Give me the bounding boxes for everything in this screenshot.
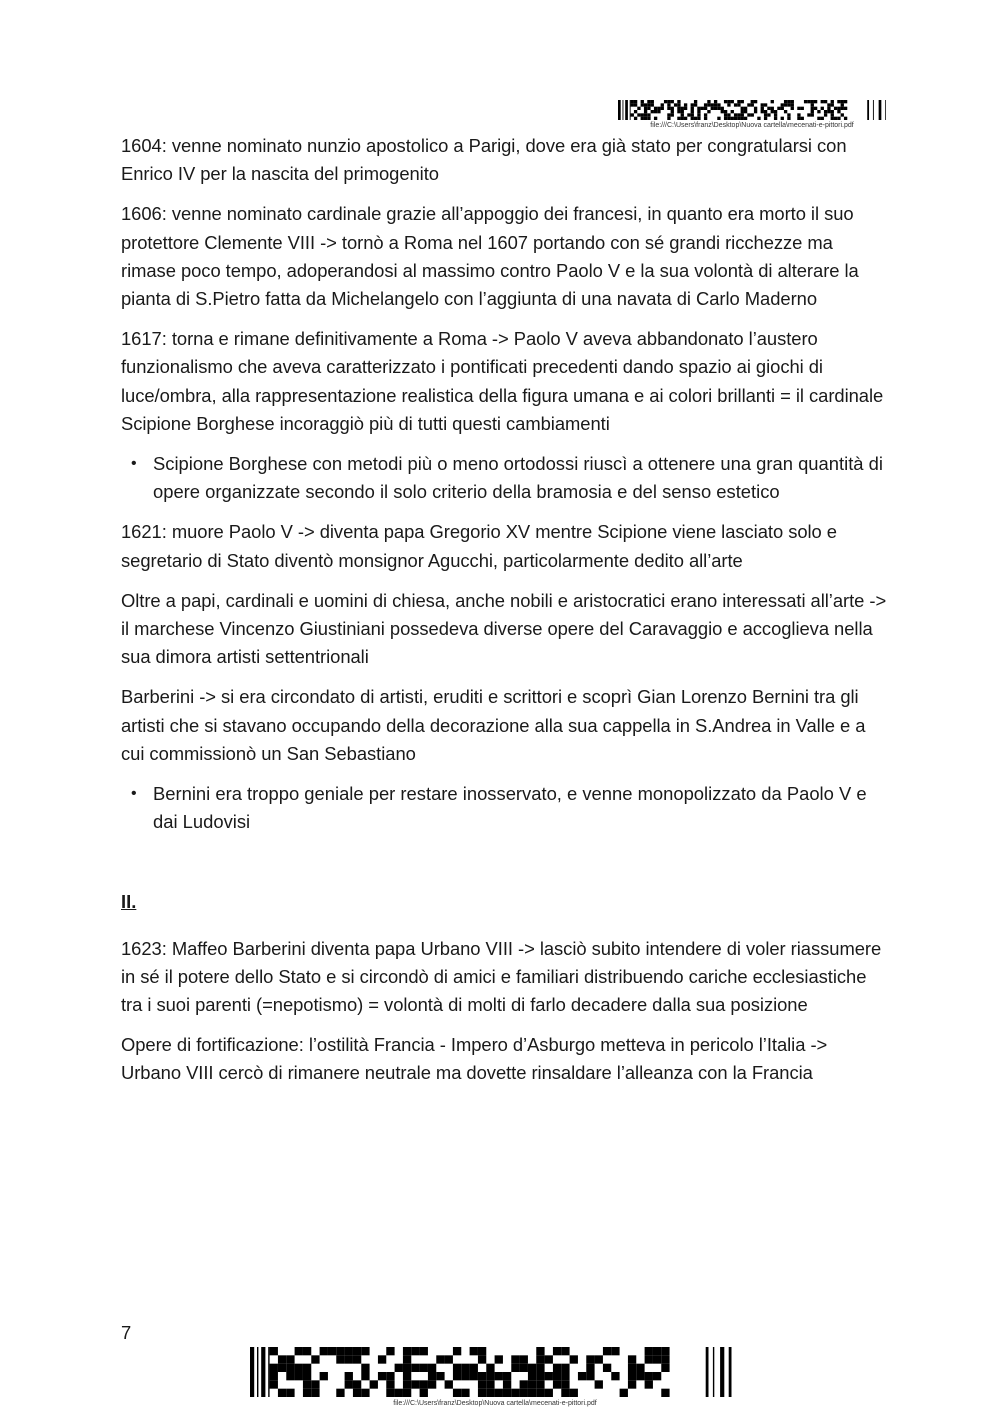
barcode-bottom [250, 1347, 740, 1397]
page-number: 7 [121, 1322, 132, 1343]
bullet-item-borghese [121, 450, 891, 506]
file-path-bottom: file:///C:\Users\franz\Desktop\Nuova cartella\mecenati-e-pittori.pdf [393, 1400, 597, 1407]
paragraph-1617: 1617: torna e rimane definitivamente a Roma -> Paolo V aveva abbandonato l’austero funzionalismo che aveva caratterizzato i pontificati precedenti dando spazio ai giochi di luce/ombra, alla rappresentazione realistica della figura umana e ai colori brillanti = il cardinale Scipione Borghese incoraggiò più di tutti questi cambiamenti [121, 328, 884, 434]
paragraph-barberini: Barberini -> si era circondato di artisti, eruditi e scrittori e scoprì Gian Lorenzo Bernini tra gli artisti che si stavano occupando della decorazione alla sua cappella in S.Andrea in Valle e a cui commissionò un San Sebastiano [121, 686, 866, 764]
barcode-top [618, 100, 886, 120]
paragraph-1604: 1604: venne nominato nunzio apostolico a Parigi, dove era già stato per congratularsi con Enrico IV per la nascita del primogenito [121, 135, 847, 185]
bullet-dot-icon: • [131, 785, 137, 803]
paragraph-giustiniani: Oltre a papi, cardinali e uomini di chiesa, anche nobili e aristocratici erano interessati all’arte -> il marchese Vincenzo Giustiniani possedeva diverse opere del Caravaggio e accoglieva nella sua dimora artisti settentrionali [121, 589, 887, 668]
bullet-dot-icon: • [131, 455, 137, 473]
paragraph-fortificazione: Opere di fortificazione: l’ostilità Francia - Impero d’Asburgo metteva in pericolo l’Italia -> Urbano VIII cercò di rimanere neutrale ma dovette rinsaldare l’alleanza con la Francia [121, 1034, 828, 1084]
paragraph-1606: 1606: venne nominato cardinale grazie all’appoggio dei francesi, in quanto era morto il suo protettore Clemente VIII -> tornò a Roma nel 1607 portando con sé grandi ricchezze ma rimase poco tempo, adoperandosi al massimo contro Paolo V e la sua volontà di alterare la pianta di S.Pietro fatta da Michelangelo con l’aggiunta di una navata di Carlo Maderno [121, 203, 859, 310]
paragraph-1623: 1623: Maffeo Barberini diventa papa Urbano VIII -> lasciò subito intendere di voler riassumere in sé il potere dello Stato e si circondò di amici e familiari distribuendo cariche ecclesiastiche tra i suoi parenti (=nepotismo) = volontà di molti di farlo decadere dalla sua posizione [121, 937, 882, 1016]
section-heading: II. [121, 891, 137, 913]
document-body [121, 132, 891, 1100]
paragraph-1621: 1621: muore Paolo V -> diventa papa Gregorio XV mentre Scipione viene lasciato solo e segretario di Stato diventò monsignor Agucchi, particolarmente dedito all’arte [121, 521, 837, 571]
file-path-top: file:///C:\Users\franz\Desktop\Nuova cartella\mecenati-e-pittori.pdf [650, 122, 854, 129]
bullet-item-bernini [121, 780, 891, 836]
bullet-text: Bernini era troppo geniale per restare inosservato, e venne monopolizzato da Paolo V e dai Ludovisi [153, 783, 867, 833]
bullet-text: Scipione Borghese con metodi più o meno ortodossi riuscì a ottenere una gran quantità di opere organizzate secondo il solo criterio della bramosia e del senso estetico [153, 453, 883, 503]
